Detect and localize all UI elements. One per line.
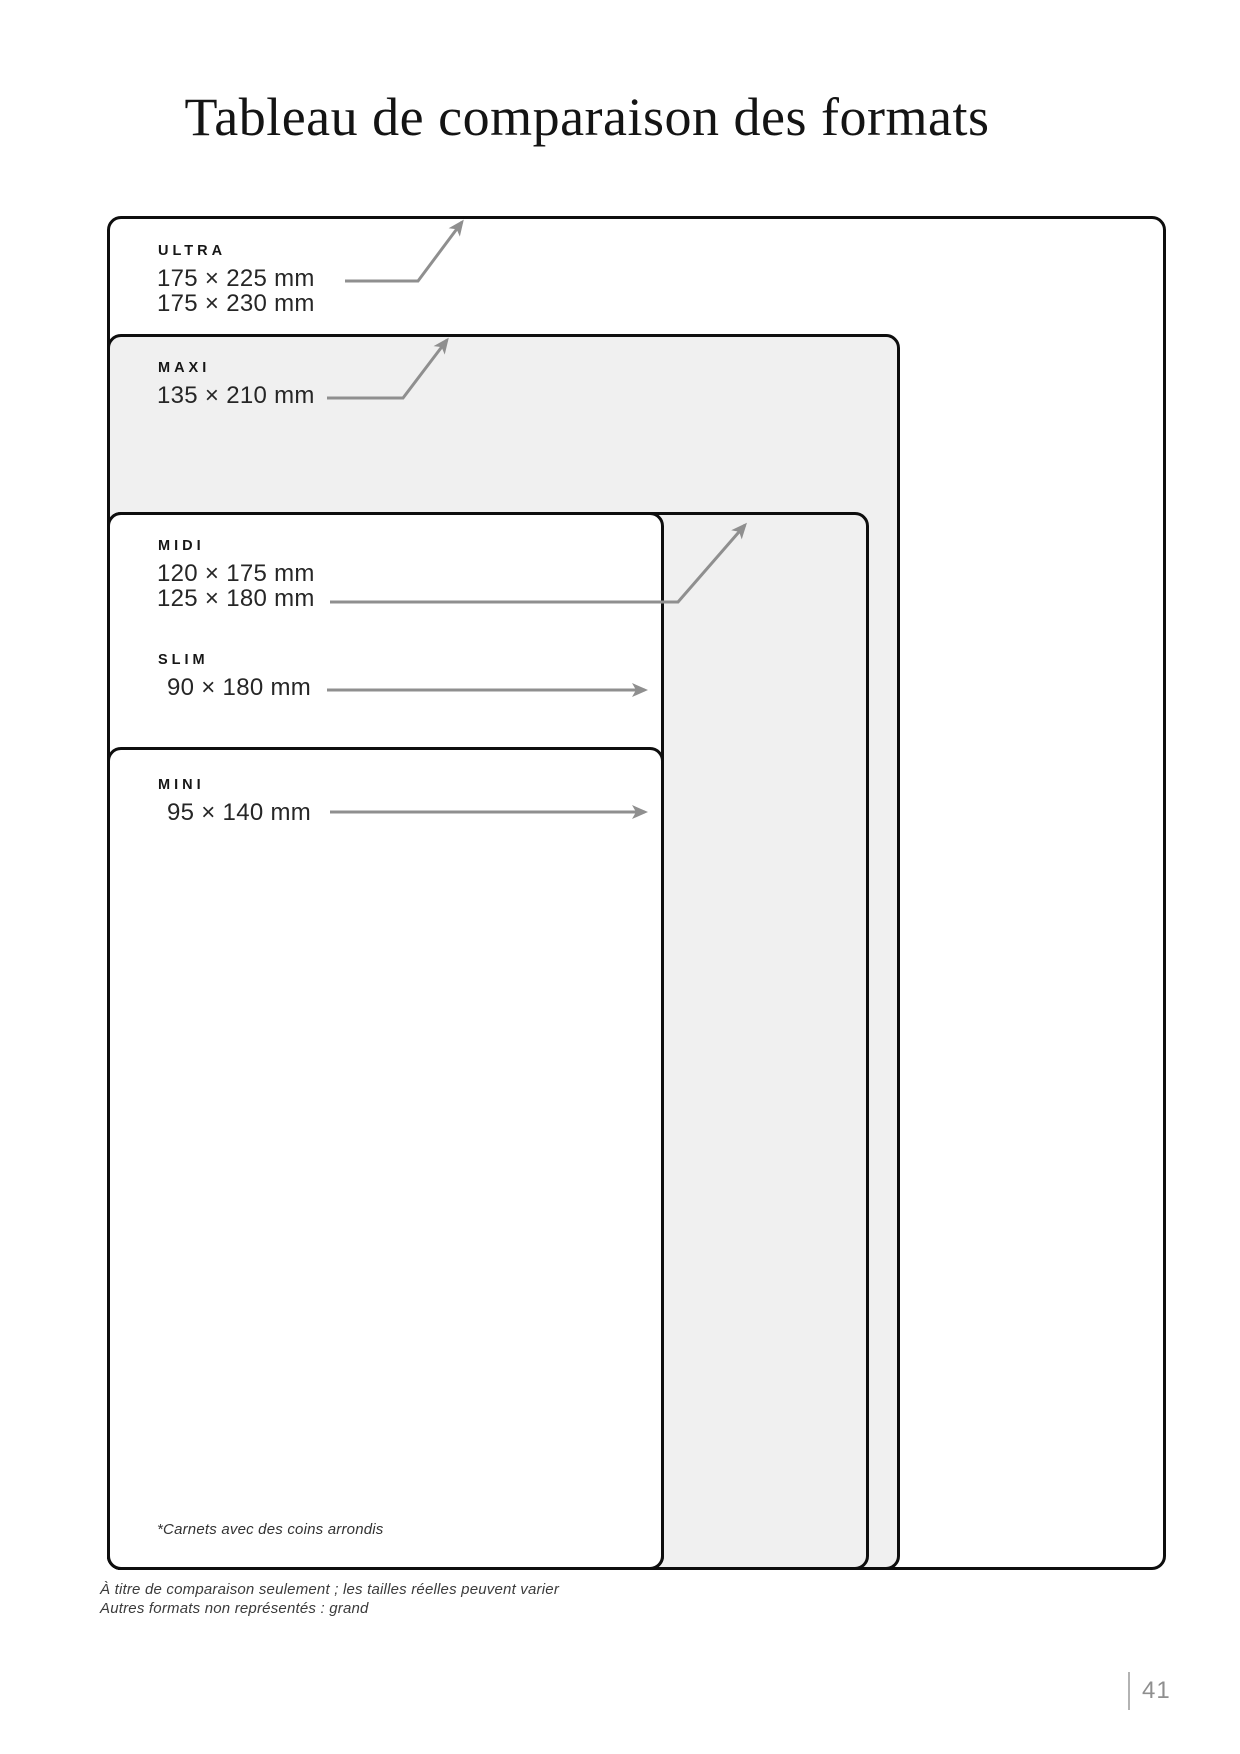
format-size: 90 × 180 mm [167, 674, 312, 701]
format-size: 175 × 230 mm [157, 290, 315, 317]
format-label-midi [157, 538, 315, 611]
format-name: MINI [158, 777, 205, 793]
footnote-line: Autres formats non représentés : grand [100, 1600, 369, 1617]
page-number-rule [1128, 1672, 1130, 1710]
format-size: 175 × 225 mm [157, 265, 315, 292]
footnotes-block [100, 1580, 559, 1618]
format-size: 120 × 175 mm [157, 560, 315, 587]
page-title: Tableau de comparaison des formats [184, 87, 990, 147]
format-label-mini [157, 777, 311, 825]
format-size: 135 × 210 mm [157, 382, 315, 409]
page-number: 41 [1142, 1677, 1171, 1704]
corner-footnote: *Carnets avec des coins arrondis [157, 1521, 384, 1538]
format-label-ultra [157, 243, 315, 316]
format-name: ULTRA [158, 243, 227, 259]
format-label-maxi [157, 360, 315, 408]
format-name: SLIM [158, 652, 209, 668]
page-number-block [1128, 1672, 1171, 1710]
format-size: 125 × 180 mm [157, 585, 315, 612]
format-label-slim [157, 652, 311, 700]
format-name: MAXI [158, 360, 211, 376]
format-name: MIDI [158, 538, 205, 554]
format-box-mini [107, 747, 664, 1570]
footnote-line: À titre de comparaison seulement ; les tailles réelles peuvent varier [100, 1581, 560, 1598]
format-size: 95 × 140 mm [167, 799, 312, 826]
